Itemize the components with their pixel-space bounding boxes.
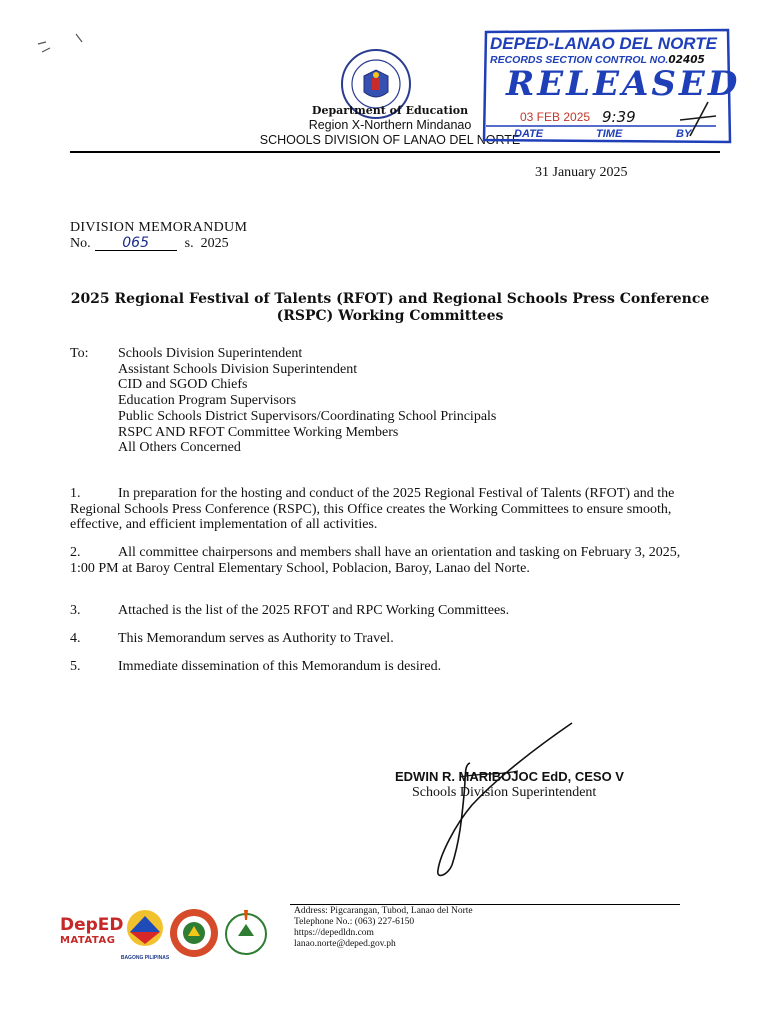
deped-matatag-logo: [60, 911, 124, 963]
stamp-status: RELEASED: [506, 64, 741, 104]
paragraph-1: [70, 486, 700, 533]
stamp-date-value: 03 FEB 2025: [520, 110, 591, 124]
paragraph-number: 5.: [70, 659, 81, 674]
paragraph-5: [70, 659, 700, 675]
memo-date: 31 January 2025: [535, 165, 628, 180]
school-seal-icon: [222, 906, 270, 960]
paragraph-number: 3.: [70, 603, 81, 618]
paragraph-number: 1.: [70, 486, 81, 501]
footer-contact: [294, 906, 473, 950]
recipient-list: [118, 346, 496, 456]
footer-rule: [290, 904, 680, 905]
bagong-pilipinas-text: BAGONG PILIPINAS: [120, 955, 170, 961]
recipient-item: All Others Concerned: [118, 440, 241, 456]
signatory-name: EDWIN R. MARIBOJOC EdD, CESO V: [395, 769, 624, 784]
stamp-line1: DEPED-LANAO DEL NORTE: [490, 34, 718, 53]
paragraph-text: Attached is the list of the 2025 RFOT and RPC Working Committees.: [118, 603, 510, 618]
footer-address: Address: Pigcarangan, Tubod, Lanao del Norte: [294, 906, 473, 916]
memo-year: 2025: [200, 236, 229, 251]
memo-series-label: s.: [184, 236, 194, 251]
footer-website[interactable]: https://depedldn.com: [294, 928, 374, 938]
paragraph-text: All committee chairpersons and members shall have an orientation and tasking on February 3, 2025, 1:00 PM at Baroy Central Elementary School, Poblacion, Baroy, Lanao del Norte.: [70, 545, 681, 576]
matatag-logo-text: MATATAG: [60, 935, 116, 946]
stamp-control-no: 02405: [668, 54, 705, 66]
paragraph-3: [70, 603, 700, 619]
recipient-item: CID and SGOD Chiefs: [118, 377, 248, 393]
paragraph-text: This Memorandum serves as Authority to Travel.: [118, 631, 394, 646]
released-stamp: [480, 26, 741, 146]
paragraph-number: 4.: [70, 631, 81, 646]
memo-heading: DIVISION MEMORANDUM: [70, 220, 248, 235]
bagong-pilipinas-logo: [120, 908, 170, 962]
paragraph-text: In preparation for the hosting and conduct of the 2025 Regional Festival of Talents (RFOT) and the Regional Schools Press Conference (RSPC), this Office creates the Working Committees to ensure smooth, effective, and efficient implementation of all activities.: [70, 486, 675, 533]
memo-title: 2025 Regional Festival of Talents (RFOT) and Regional Schools Press Conference (RSPC) Working Committees: [70, 291, 710, 324]
paragraph-4: [70, 631, 700, 647]
footer-telephone: Telephone No.: (063) 227-6150: [294, 917, 415, 927]
department-name: Department of Education: [311, 104, 469, 117]
recipient-item: Schools Division Superintendent: [118, 346, 303, 361]
memo-number: 065: [95, 236, 177, 251]
stamp-time-label: TIME: [596, 128, 623, 140]
division-name: SCHOOLS DIVISION OF LANAO DEL NORTE: [259, 133, 521, 147]
memo-no-label: No.: [70, 236, 91, 251]
header-rule: [70, 151, 720, 153]
recipient-item: Assistant Schools Division Superintendent: [118, 361, 358, 377]
footer-email[interactable]: lanao.norte@deped.gov.ph: [294, 939, 396, 949]
memo-number-line: [70, 236, 229, 252]
paragraph-2: [70, 545, 700, 576]
to-label: To:: [70, 346, 89, 361]
paragraph-number: 2.: [70, 545, 81, 560]
region-name: Region X-Northern Mindanao: [308, 118, 472, 132]
recipient-item: Public Schools District Supervisors/Coordinating School Principals: [118, 408, 497, 424]
deped-logo-text: DepED: [60, 915, 124, 935]
stamp-line2: RECORDS SECTION CONTROL NO.: [490, 54, 669, 66]
stamp-by-label: BY: [676, 128, 692, 140]
corner-marks: [36, 30, 96, 70]
signatory-title: Schools Division Superintendent: [412, 785, 597, 800]
recipient-item: Education Program Supervisors: [118, 393, 297, 409]
recipient-item: RSPC AND RFOT Committee Working Members: [118, 424, 399, 440]
stamp-date-label: DATE: [514, 128, 544, 140]
paragraph-text: Immediate dissemination of this Memorandum is desired.: [118, 659, 442, 674]
division-seal-icon: [168, 906, 220, 960]
stamp-time-value: 9:39: [602, 108, 636, 126]
